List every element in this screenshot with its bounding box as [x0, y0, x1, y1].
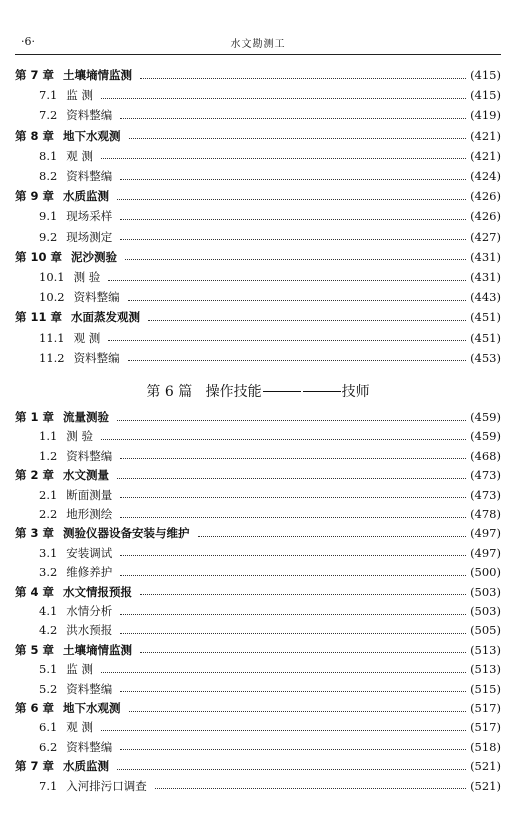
dot-leader [155, 788, 466, 789]
entry-title: 安装调试 [66, 545, 113, 560]
dot-leader [120, 555, 466, 556]
entry-title: 资料整编 [66, 108, 113, 123]
entry-number: 7.2 [39, 108, 58, 123]
dot-leader [101, 730, 466, 731]
entry-page-number: (451) [470, 310, 501, 325]
entry-page-number: (505) [470, 623, 501, 638]
entry-page-number: (453) [470, 350, 501, 365]
dot-leader [120, 749, 466, 750]
entry-title: 土壤墒情监测 [63, 642, 133, 657]
toc-chapter-entry [15, 757, 501, 775]
dot-leader [198, 536, 467, 537]
toc-section-entry [39, 329, 501, 347]
entry-number: 9.2 [39, 229, 58, 244]
dot-leader [140, 594, 466, 595]
entry-page-number: (427) [470, 229, 501, 244]
entry-title: 水情分析 [66, 604, 113, 618]
toc-section-entry [39, 349, 501, 367]
toc-section-entry [39, 602, 501, 620]
entry-page-number: (521) [470, 778, 501, 793]
toc-section-entry [39, 621, 501, 639]
entry-page-number: (415) [470, 88, 501, 103]
entry-title: 观 测 [66, 148, 93, 163]
toc-section-entry [39, 207, 501, 225]
entry-page-number: (459) [470, 410, 501, 424]
toc-chapter-entry [15, 699, 501, 717]
entry-title: 地形测绘 [66, 507, 113, 521]
entry-number: 11.2 [39, 350, 65, 365]
entry-title: 测 验 [66, 429, 93, 444]
entry-number: 第 5 章 [15, 642, 55, 657]
running-title: 水文勘测工 [230, 39, 286, 50]
entry-number: 3.2 [39, 565, 58, 580]
toc-section-entry [39, 427, 501, 445]
dot-leader [101, 98, 466, 99]
entry-number: 第 1 章 [15, 410, 55, 424]
toc-chapter-entry [15, 66, 501, 84]
entry-number: 第 6 章 [15, 701, 55, 715]
entry-number: 5.1 [39, 662, 58, 677]
dot-leader [120, 179, 466, 180]
toc-chapter-entry [15, 466, 501, 484]
entry-title: 水质监测 [63, 189, 110, 204]
entry-page-number: (500) [470, 565, 501, 580]
entry-title: 观 测 [73, 330, 101, 345]
em-dash [263, 391, 301, 392]
entry-page-number: (478) [470, 507, 501, 521]
dot-leader [120, 239, 466, 240]
dot-leader [128, 300, 466, 301]
entry-number: 3.1 [39, 545, 58, 560]
dot-leader [120, 219, 466, 220]
entry-title: 水文情报预报 [63, 584, 133, 599]
dot-leader [117, 420, 466, 421]
dot-leader [101, 439, 466, 440]
entry-number: 10.1 [39, 270, 65, 284]
entry-page-number: (503) [470, 584, 501, 599]
entry-page-number: (497) [470, 526, 501, 541]
entry-title: 观 测 [66, 720, 93, 735]
toc-section-entry [39, 106, 501, 124]
toc-section-entry [39, 86, 501, 104]
entry-title: 流量测验 [63, 410, 110, 424]
dot-leader [120, 614, 466, 615]
dot-leader [120, 517, 466, 518]
dot-leader [128, 360, 466, 361]
toc-section-entry [39, 288, 501, 306]
dot-leader [101, 672, 466, 673]
entry-title: 泥沙测验 [71, 249, 118, 264]
entry-page-number: (421) [470, 128, 501, 143]
entry-number: 第 11 章 [15, 310, 63, 325]
part-title [15, 381, 501, 401]
entry-number: 2.2 [39, 507, 58, 521]
dot-leader [108, 280, 466, 281]
entry-number: 4.2 [39, 623, 58, 638]
entry-number: 9.1 [39, 209, 58, 224]
entry-number: 6.1 [39, 720, 58, 735]
dot-leader [117, 478, 466, 479]
entry-title: 资料整编 [66, 169, 113, 183]
entry-title: 资料整编 [73, 290, 120, 305]
entry-title: 现场采样 [66, 209, 113, 224]
entry-title: 测验仪器设备安装与维护 [63, 526, 190, 541]
toc-section-entry [39, 167, 501, 185]
entry-title: 现场测定 [66, 229, 113, 244]
toc-section-entry [39, 447, 501, 465]
entry-page-number: (415) [470, 68, 501, 82]
entry-page-number: (424) [470, 169, 501, 183]
entry-page-number: (513) [470, 662, 501, 677]
entry-page-number: (431) [470, 270, 501, 284]
entry-number: 7.1 [39, 778, 58, 793]
dot-leader [129, 138, 467, 139]
entry-number: 11.1 [39, 330, 65, 345]
entry-title: 水面蒸发观测 [71, 310, 141, 325]
toc-section-entry [39, 544, 501, 562]
entry-page-number: (503) [470, 604, 501, 618]
entry-title: 水质监测 [63, 759, 110, 774]
entry-number: 第 9 章 [15, 189, 55, 204]
toc-section-entry [39, 680, 501, 698]
entry-page-number: (473) [470, 487, 501, 502]
entry-number: 第 7 章 [15, 68, 55, 82]
entry-page-number: (521) [470, 759, 501, 774]
toc-chapter-entry [15, 641, 501, 659]
entry-page-number: (517) [470, 720, 501, 735]
entry-page-number: (517) [470, 701, 501, 715]
toc-section-entry [39, 777, 501, 795]
dot-leader [117, 769, 466, 770]
entry-title: 水文测量 [63, 468, 110, 483]
entry-title: 维修养护 [66, 565, 113, 580]
dot-leader [117, 199, 466, 200]
entry-title: 断面测量 [66, 487, 113, 502]
dot-leader [120, 633, 466, 634]
entry-page-number: (515) [470, 681, 501, 696]
toc-section-entry [39, 660, 501, 678]
toc-chapter-entry [15, 248, 501, 266]
entry-number: 第 2 章 [15, 468, 55, 483]
entry-number: 第 4 章 [15, 584, 55, 599]
entry-number: 7.1 [39, 88, 58, 103]
entry-number: 10.2 [39, 290, 65, 305]
entry-title: 资料整编 [66, 739, 113, 754]
toc-chapter-entry [15, 408, 501, 426]
part-title-right: 技师 [341, 384, 370, 400]
entry-number: 1.1 [39, 429, 58, 444]
toc-section-entry [39, 268, 501, 286]
entry-page-number: (426) [470, 189, 501, 204]
dot-leader [140, 652, 466, 653]
entry-title: 资料整编 [73, 350, 120, 365]
entry-number: 第 8 章 [15, 128, 55, 143]
entry-page-number: (473) [470, 468, 501, 483]
entry-number: 1.2 [39, 448, 58, 463]
dot-leader [120, 458, 466, 459]
entry-page-number: (451) [470, 330, 501, 345]
entry-number: 第 10 章 [15, 249, 63, 264]
toc-section-entry [39, 228, 501, 246]
entry-page-number: (459) [470, 429, 501, 444]
entry-page-number: (421) [470, 148, 501, 163]
entry-page-number: (443) [470, 290, 501, 305]
dot-leader [125, 259, 466, 260]
part-title-left: 操作技能 [205, 384, 262, 400]
entry-page-number: (431) [470, 249, 501, 264]
dot-leader [129, 711, 467, 712]
toc-section-entry [39, 486, 501, 504]
toc-chapter-entry [15, 187, 501, 205]
entry-number: 8.1 [39, 148, 58, 163]
entry-number: 5.2 [39, 681, 58, 696]
header-rule [15, 54, 501, 55]
entry-number: 4.1 [39, 604, 58, 618]
dot-leader [120, 691, 466, 692]
entry-title: 监 测 [66, 662, 93, 677]
dot-leader [140, 78, 466, 79]
dot-leader [101, 158, 466, 159]
entry-page-number: (419) [470, 108, 501, 123]
em-dash [303, 391, 341, 392]
dot-leader [148, 320, 466, 321]
entry-title: 入河排污口调查 [66, 778, 147, 793]
entry-page-number: (513) [470, 642, 501, 657]
entry-title: 洪水预报 [66, 623, 113, 638]
entry-page-number: (468) [470, 448, 501, 463]
toc-chapter-entry [15, 583, 501, 601]
dot-leader [108, 340, 466, 341]
page-header [15, 33, 501, 53]
entry-title: 监 测 [66, 88, 93, 103]
part-number: 第 6 篇 [146, 384, 193, 400]
toc-chapter-entry [15, 127, 501, 145]
dot-leader [120, 118, 466, 119]
toc-chapter-entry [15, 524, 501, 542]
entry-title: 地下水观测 [63, 128, 121, 143]
entry-page-number: (497) [470, 545, 501, 560]
entry-number: 2.1 [39, 487, 58, 502]
dot-leader [120, 575, 466, 576]
page-number: ·6· [21, 35, 35, 48]
entry-title: 资料整编 [66, 448, 113, 463]
toc-section-entry [39, 718, 501, 736]
entry-title: 测 验 [73, 270, 101, 284]
entry-number: 第 3 章 [15, 526, 55, 541]
toc-section-entry [39, 563, 501, 581]
entry-number: 6.2 [39, 739, 58, 754]
entry-title: 土壤墒情监测 [63, 68, 133, 82]
toc-chapter-entry [15, 308, 501, 326]
toc-section-entry [39, 505, 501, 523]
toc-section-entry [39, 738, 501, 756]
entry-number: 8.2 [39, 169, 58, 183]
toc-section-entry [39, 147, 501, 165]
entry-page-number: (518) [470, 739, 501, 754]
entry-number: 第 7 章 [15, 759, 55, 774]
entry-title: 地下水观测 [63, 701, 121, 715]
dot-leader [120, 497, 466, 498]
entry-title: 资料整编 [66, 681, 113, 696]
entry-page-number: (426) [470, 209, 501, 224]
